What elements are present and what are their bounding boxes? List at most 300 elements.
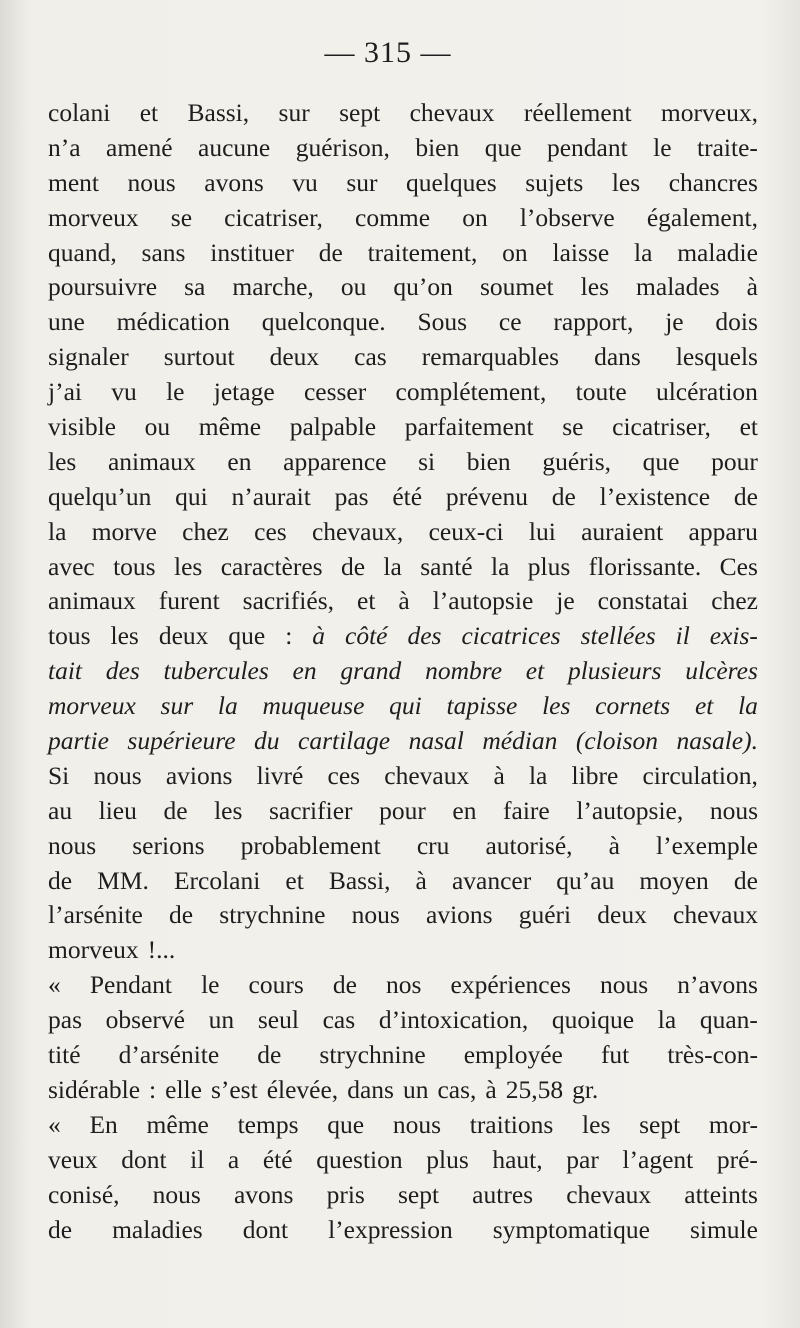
word: la <box>657 1005 677 1035</box>
italic-word: tait <box>48 656 83 686</box>
word: faire <box>503 795 550 825</box>
italic-word: et <box>525 656 545 686</box>
word: en <box>227 446 252 476</box>
word: lieu <box>98 795 137 825</box>
word: les <box>173 551 203 581</box>
word: auraient <box>581 516 664 546</box>
word: dans <box>594 342 641 372</box>
word: et <box>139 98 159 127</box>
word: traite- <box>697 132 758 162</box>
italic-word: la <box>738 691 758 721</box>
word: que <box>228 621 266 651</box>
page-number: — 315 — <box>324 36 452 69</box>
italic-word: partie <box>48 726 109 756</box>
word: avec <box>48 551 95 581</box>
word: animaux <box>48 586 136 616</box>
word: « <box>48 970 61 1000</box>
word: de <box>169 900 194 930</box>
word: atteints <box>684 1179 758 1209</box>
text-line <box>48 236 758 271</box>
word: cru <box>416 830 450 860</box>
word: quelconque. <box>261 307 386 337</box>
word: très-con- <box>667 1040 758 1070</box>
word: l’arsénite <box>48 900 143 930</box>
word: dont <box>121 1144 167 1174</box>
word: ces <box>327 760 361 790</box>
word: les <box>110 621 139 651</box>
word: sacrifier <box>268 795 353 825</box>
italic-word: les <box>542 691 571 721</box>
word: les <box>582 1109 611 1139</box>
word: Ces <box>719 551 758 581</box>
word: dont <box>242 1214 289 1244</box>
text-line <box>48 166 758 201</box>
word: chez <box>182 516 229 546</box>
italic-word: côté <box>345 621 388 651</box>
word: soumet <box>479 272 554 302</box>
word: a <box>227 1144 240 1174</box>
word: ment <box>48 167 99 197</box>
text-line <box>48 201 758 236</box>
word: « <box>48 1109 61 1139</box>
text-line <box>48 933 758 968</box>
word: aucune <box>198 132 271 162</box>
text-line <box>48 968 758 1003</box>
italic-word: tapisse <box>446 691 518 721</box>
word: avions <box>165 760 233 790</box>
word: pour <box>711 446 758 476</box>
word: Si <box>48 760 70 790</box>
word: de <box>551 481 576 511</box>
word: chevaux <box>673 900 758 930</box>
word: à <box>415 865 427 895</box>
word: que <box>327 1109 365 1139</box>
word: médication <box>116 307 230 337</box>
word: les <box>611 167 641 197</box>
word: veux <box>48 1144 98 1174</box>
word: complétement, <box>395 377 547 407</box>
word: même <box>146 1109 209 1139</box>
word: on <box>462 202 488 232</box>
text-line <box>48 1003 758 1038</box>
word: pris <box>326 1179 365 1209</box>
word: guéri <box>518 900 572 930</box>
word: nous <box>351 900 400 930</box>
word: symptomatique <box>492 1214 650 1244</box>
word: !... <box>147 935 176 965</box>
word: cas <box>354 342 387 372</box>
word: pas <box>48 1005 82 1035</box>
word: bien <box>415 132 460 162</box>
word: sur <box>278 98 310 127</box>
word: livré <box>256 760 304 790</box>
word: se <box>562 412 584 442</box>
word: d’arsénite <box>118 1040 220 1070</box>
text-line <box>48 340 758 375</box>
word: sept <box>639 1109 681 1139</box>
word: le <box>201 970 220 1000</box>
word: libre <box>571 760 619 790</box>
italic-word: ulcères <box>685 656 758 686</box>
text-line <box>48 829 758 864</box>
word: de <box>48 865 73 895</box>
word: à <box>608 830 620 860</box>
word: le <box>653 132 672 162</box>
word: florissante. <box>588 551 702 581</box>
word: on <box>502 237 528 267</box>
word: simule <box>689 1214 758 1244</box>
word: morveux, <box>660 98 758 127</box>
text-line <box>48 1143 758 1178</box>
word: cas, <box>437 1074 477 1104</box>
text-line <box>48 584 758 619</box>
italic-word: à <box>312 621 326 651</box>
word: chevaux <box>409 98 495 127</box>
word: prévenu <box>445 481 528 511</box>
italic-word: muqueuse <box>262 691 365 721</box>
word: je <box>665 307 684 337</box>
word: dois <box>715 307 758 337</box>
word: plus <box>426 1144 469 1174</box>
word: quelques <box>406 167 497 197</box>
word: sept <box>339 98 381 127</box>
italic-word: (cloison <box>575 726 659 756</box>
text-line <box>48 759 758 794</box>
italic-word: nombre <box>425 656 503 686</box>
word: nos <box>386 970 422 1000</box>
word: été <box>392 481 423 511</box>
text-line <box>48 375 758 410</box>
italic-word: cornets <box>595 691 671 721</box>
text-line <box>48 131 758 166</box>
word: sa <box>184 272 206 302</box>
word: moyen <box>639 865 709 895</box>
word: nous <box>152 1179 201 1209</box>
text-line <box>48 480 758 515</box>
word: sept <box>397 1179 440 1209</box>
word: animaux <box>107 446 196 476</box>
word: le <box>166 377 185 407</box>
text-line <box>48 724 758 759</box>
word: colani <box>48 98 111 127</box>
word: sans <box>141 237 186 267</box>
word: se <box>170 202 193 232</box>
word: il <box>190 1144 205 1174</box>
italic-word: cartilage <box>298 726 391 756</box>
word: traitement, <box>367 237 478 267</box>
word: vu <box>292 167 318 197</box>
word: quan- <box>699 1005 758 1035</box>
word: morve <box>91 516 157 546</box>
word: la <box>48 516 67 546</box>
word: serions <box>132 830 205 860</box>
word: quelqu’un <box>48 481 152 511</box>
text-line <box>48 1108 758 1143</box>
word: 25,58 <box>505 1074 564 1104</box>
word: santé <box>420 551 473 581</box>
text-line <box>48 445 758 480</box>
word: palpable <box>289 412 377 442</box>
word: qu’au <box>556 865 615 895</box>
text-line <box>48 96 758 131</box>
word: observé <box>105 1005 185 1035</box>
word: probablement <box>240 830 381 860</box>
word: ces <box>254 516 287 546</box>
word: MM. <box>97 865 149 895</box>
italic-word: la <box>217 691 238 721</box>
text-line <box>48 689 758 724</box>
word: conisé, <box>48 1179 120 1209</box>
word: cicatriser, <box>612 412 711 442</box>
word: à <box>398 586 410 616</box>
word: les <box>48 446 77 476</box>
italic-word: des <box>105 656 140 686</box>
word: employée <box>463 1040 563 1070</box>
word: autorisé, <box>485 830 573 860</box>
word: même <box>198 412 262 442</box>
word: et <box>739 412 758 442</box>
word: nous <box>392 1109 441 1139</box>
word: fut <box>600 1040 630 1070</box>
word: Sous <box>417 307 468 337</box>
word: caractères <box>220 551 323 581</box>
text-line <box>48 1213 758 1248</box>
italic-word: en <box>292 656 317 686</box>
word: l’existence <box>599 481 711 511</box>
word: strychnine <box>319 1040 426 1070</box>
word: au <box>48 795 73 825</box>
word: chevaux, <box>311 516 404 546</box>
italic-word: plusieurs <box>567 656 662 686</box>
word: laisse <box>552 237 610 267</box>
italic-word: nasal <box>408 726 464 756</box>
word: pour <box>379 795 426 825</box>
word: Ercolani <box>173 865 261 895</box>
word: sidérable <box>48 1074 141 1104</box>
word: traitions <box>469 1109 554 1139</box>
word: de <box>733 865 758 895</box>
word: à <box>746 272 758 302</box>
word: tité <box>48 1040 81 1070</box>
italic-word: supérieure <box>127 726 236 756</box>
word: apparence <box>283 446 387 476</box>
word: avons <box>233 1179 294 1209</box>
word: haut, <box>492 1144 543 1174</box>
word: la <box>490 551 510 581</box>
word: avions <box>426 900 493 930</box>
word: bien <box>466 446 511 476</box>
italic-word: il <box>675 621 690 651</box>
word: nous <box>93 760 142 790</box>
text-line <box>48 898 758 933</box>
word: tous <box>113 551 156 581</box>
word: toute <box>575 377 627 407</box>
word: la <box>383 551 402 581</box>
word: à <box>485 1074 497 1104</box>
word: constatai <box>597 586 689 616</box>
word: également, <box>646 202 758 232</box>
word: un <box>402 1074 429 1104</box>
word: nous <box>48 830 97 860</box>
word: lui <box>528 516 556 546</box>
word: sur <box>346 167 378 197</box>
word: avons <box>204 167 264 197</box>
word: seul <box>257 1005 299 1035</box>
word: En <box>89 1109 118 1139</box>
word: réellement <box>523 98 632 127</box>
word: l’agent <box>622 1144 694 1174</box>
word: chevaux <box>566 1179 652 1209</box>
word: j’ai <box>48 377 82 407</box>
word: si <box>418 446 436 476</box>
word: les <box>214 795 243 825</box>
word: Pendant <box>89 970 172 1000</box>
word: les <box>580 272 609 302</box>
word: ou <box>144 412 171 442</box>
word: expériences <box>450 970 571 1000</box>
italic-word: qui <box>389 691 422 721</box>
word: jetage <box>213 377 275 407</box>
italic-word: stellées <box>580 621 656 651</box>
word: nous <box>599 970 649 1000</box>
italic-word: des <box>407 621 442 651</box>
word: de <box>733 481 758 511</box>
word: mor- <box>708 1109 758 1139</box>
word: et <box>357 586 376 616</box>
word: l’autopsie <box>432 586 534 616</box>
word: n’avons <box>677 970 758 1000</box>
word: rapport, <box>553 307 634 337</box>
word: strychnine <box>219 900 326 930</box>
text-line <box>48 654 758 689</box>
word: amené <box>106 132 173 162</box>
word: et <box>285 865 304 895</box>
word: l’expression <box>328 1214 453 1244</box>
word: de <box>48 1214 73 1244</box>
word: de <box>332 970 357 1000</box>
word: chez <box>711 586 758 616</box>
word: guéris, <box>542 446 612 476</box>
word: cicatriser, <box>224 202 323 232</box>
word: s’est <box>210 1074 258 1104</box>
word: cours <box>248 970 304 1000</box>
italic-word: médian <box>482 726 558 756</box>
italic-word: sur <box>160 691 194 721</box>
word: poursuivre <box>48 272 158 302</box>
word: marche, <box>232 272 314 302</box>
word: que <box>484 132 522 162</box>
word: sacrifiés, <box>242 586 335 616</box>
italic-word: cicatrices <box>461 621 561 651</box>
word: plus <box>527 551 571 581</box>
word: maladies <box>112 1214 203 1244</box>
text-line <box>48 410 758 445</box>
text-line <box>48 305 758 340</box>
word: elle <box>165 1074 202 1104</box>
text-line <box>48 1038 758 1073</box>
word: ulcération <box>655 377 758 407</box>
text-line <box>48 515 758 550</box>
word: deux <box>597 900 647 930</box>
word: tous <box>48 621 91 651</box>
word: deux <box>158 621 209 651</box>
word: apparu <box>688 516 758 546</box>
word: malades <box>636 272 720 302</box>
word: morveux <box>48 935 139 965</box>
word: deux <box>269 342 320 372</box>
italic-word: grand <box>340 656 402 686</box>
word: que <box>642 446 680 476</box>
word: un <box>208 1005 235 1035</box>
word: temps <box>237 1109 299 1139</box>
text-line <box>48 1073 758 1108</box>
italic-word: morveux <box>48 691 136 721</box>
italic-word: tubercules <box>163 656 269 686</box>
word: de <box>318 237 343 267</box>
word: circulation, <box>642 760 758 790</box>
word: pendant <box>546 132 628 162</box>
word: quoique <box>551 1005 635 1035</box>
text-line <box>48 270 758 305</box>
word: furent <box>158 586 220 616</box>
word: comme <box>355 202 431 232</box>
word: l’observe <box>519 202 615 232</box>
word: gr. <box>572 1074 599 1104</box>
word: Bassi, <box>187 98 250 127</box>
word: autres <box>472 1179 534 1209</box>
word: de <box>340 551 366 581</box>
word: qui <box>175 481 208 511</box>
word: chancres <box>668 167 758 197</box>
word: n’a <box>48 132 81 162</box>
word: de <box>257 1040 282 1070</box>
word: d’intoxication, <box>378 1005 529 1035</box>
word: pré- <box>716 1144 758 1174</box>
word: Bassi, <box>328 865 391 895</box>
word: instituer <box>210 237 294 267</box>
word: l’autopsie, <box>576 795 684 825</box>
italic-word: du <box>254 726 280 756</box>
word: remarquables <box>421 342 560 372</box>
text-line <box>48 619 758 654</box>
word: pas <box>334 481 369 511</box>
word: cesser <box>303 377 367 407</box>
italic-word: et <box>694 691 714 721</box>
text-line <box>48 864 758 899</box>
word: chevaux <box>384 760 470 790</box>
word: qu’on <box>393 272 453 302</box>
word: à <box>493 760 505 790</box>
body-text <box>48 96 758 1247</box>
word: parfaitement <box>404 412 534 442</box>
word: surtout <box>163 342 235 372</box>
word: nous <box>127 167 176 197</box>
word: de <box>163 795 188 825</box>
word: cas <box>322 1005 356 1035</box>
word: la <box>633 237 653 267</box>
word: ou <box>340 272 367 302</box>
word: question <box>316 1144 403 1174</box>
word: signaler <box>48 342 129 372</box>
word: lesquels <box>675 342 758 372</box>
word: dans <box>347 1074 394 1104</box>
word: sujets <box>525 167 584 197</box>
word: : <box>285 621 293 651</box>
word: n’aurait <box>231 481 311 511</box>
text-line <box>48 794 758 829</box>
word: élevée, <box>266 1074 339 1104</box>
word: une <box>48 307 85 337</box>
